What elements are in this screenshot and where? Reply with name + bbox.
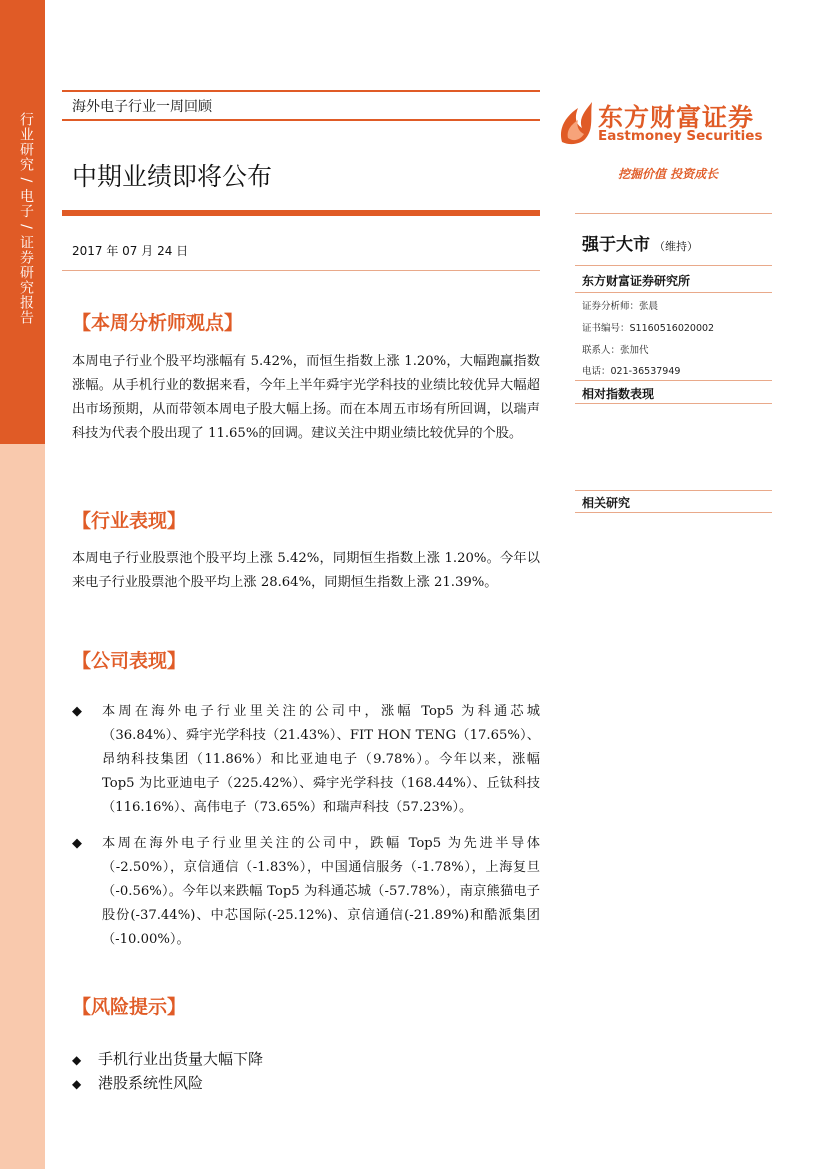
list-item — [72, 832, 540, 952]
brand-slogan: 挖掘价值 投资成长 — [618, 167, 719, 181]
list-item — [72, 1048, 263, 1069]
industry-body: 本周电子行业股票池个股平均上涨 5.42%，同期恒生指数上涨 1.20%。今年以来电子行业股票池个股平均上涨 28.64%，同期恒生指数上涨 21.39%。 — [72, 551, 540, 590]
related-research-rule-top — [575, 490, 772, 491]
risk-item-text: 手机行业出货量大幅下降 — [98, 1050, 264, 1068]
risk-item-text: 港股系统性风险 — [98, 1074, 204, 1092]
diamond-bullet-icon: ◆ — [72, 704, 82, 719]
relative-index-heading: 相对指数表现 — [582, 387, 655, 401]
relative-index-rule-bottom — [575, 403, 772, 404]
section-heading-company: 【公司表现】 — [72, 650, 187, 672]
rating-rule-bottom — [575, 265, 772, 266]
contact-person: 联系人：张加代 — [582, 345, 649, 356]
phone-number: 电话：021-36537949 — [582, 366, 681, 377]
section-heading-industry: 【行业表现】 — [72, 510, 187, 532]
date-rule — [62, 270, 540, 271]
series-name: 海外电子行业一周回顾 — [72, 99, 212, 115]
relative-index-rule-top — [575, 380, 772, 381]
company-bullet-text: 本周在海外电子行业里关注的公司中，涨幅 Top5 为科通芯城（36.84%）、舜宇光学科技（21.43%）、FIT HON TENG（17.65%）、昂纳科技集团（11.86%）和比亚迪电子（9.78%）。今年以来，涨幅 Top5 为比亚迪电子（225.42%）、舜宇光学科技（168.44%）、丘钛科技（116.16%）、高伟电子（73.65%）和瑞声科技（57.23%）。 — [102, 704, 540, 815]
section-heading-risk: 【风险提示】 — [72, 996, 187, 1018]
diamond-bullet-icon: ◆ — [72, 836, 82, 851]
section-heading-analyst-view: 【本周分析师观点】 — [72, 312, 244, 334]
report-title: 中期业绩即将公布 — [72, 162, 273, 191]
list-item — [72, 1072, 203, 1093]
certificate-number: 证书编号：S1160516020002 — [582, 323, 715, 334]
flame-logo-icon — [556, 98, 596, 146]
brand-name-en: Eastmoney Securities — [598, 128, 763, 144]
title-rule — [62, 210, 540, 216]
sidebar-band-light — [0, 444, 45, 1169]
institution-rule — [575, 292, 772, 293]
sidebar-label: 行业研究 / 电子 / 证券研究报告 — [18, 112, 34, 326]
header-rule-top — [62, 90, 540, 92]
company-bullet-text: 本周在海外电子行业里关注的公司中，跌幅 Top5 为先进半导体（-2.50%），京信通信（-1.83%），中国通信服务（-1.78%），上海复旦（-0.56%）。今年以来跌幅 Top5 为科通芯城（-57.78%），南京熊猫电子股份(-37.44%)、中芯国际(-25.12%)、京信通信(-21.89%)和酷派集团（-10.00%）。 — [102, 836, 540, 947]
rating-note: （维持） — [654, 240, 698, 253]
related-research-heading: 相关研究 — [582, 496, 631, 510]
analyst-name: 证券分析师：张晨 — [582, 301, 659, 312]
report-date: 2017 年 07 月 24 日 — [72, 244, 189, 258]
analyst-view-body: 本周电子行业个股平均涨幅有 5.42%，而恒生指数上涨 1.20%，大幅跑赢指数涨幅。从手机行业的数据来看，今年上半年舜宇光学科技的业绩比较优异大幅超出市场预期，从而带领本周电子股大幅上扬。而在本周五市场有所回调，以瑞声科技为代表个股出现了 11.65%的回调。建议关注中期业绩比较优异的个股。 — [72, 354, 540, 441]
rating-label: 强于大市 — [582, 235, 650, 255]
rating — [582, 230, 698, 255]
diamond-bullet-icon: ◆ — [72, 1077, 82, 1091]
brand-logo — [556, 96, 766, 148]
header-rule-mid — [62, 119, 540, 121]
sidebar-band — [0, 0, 45, 444]
rating-rule-top — [575, 213, 772, 214]
list-item — [72, 700, 540, 820]
institution-name: 东方财富证券研究所 — [582, 274, 691, 288]
related-research-rule-bottom — [575, 512, 772, 513]
brand-name-cn: 东方财富证券 — [598, 103, 755, 132]
diamond-bullet-icon: ◆ — [72, 1053, 82, 1067]
